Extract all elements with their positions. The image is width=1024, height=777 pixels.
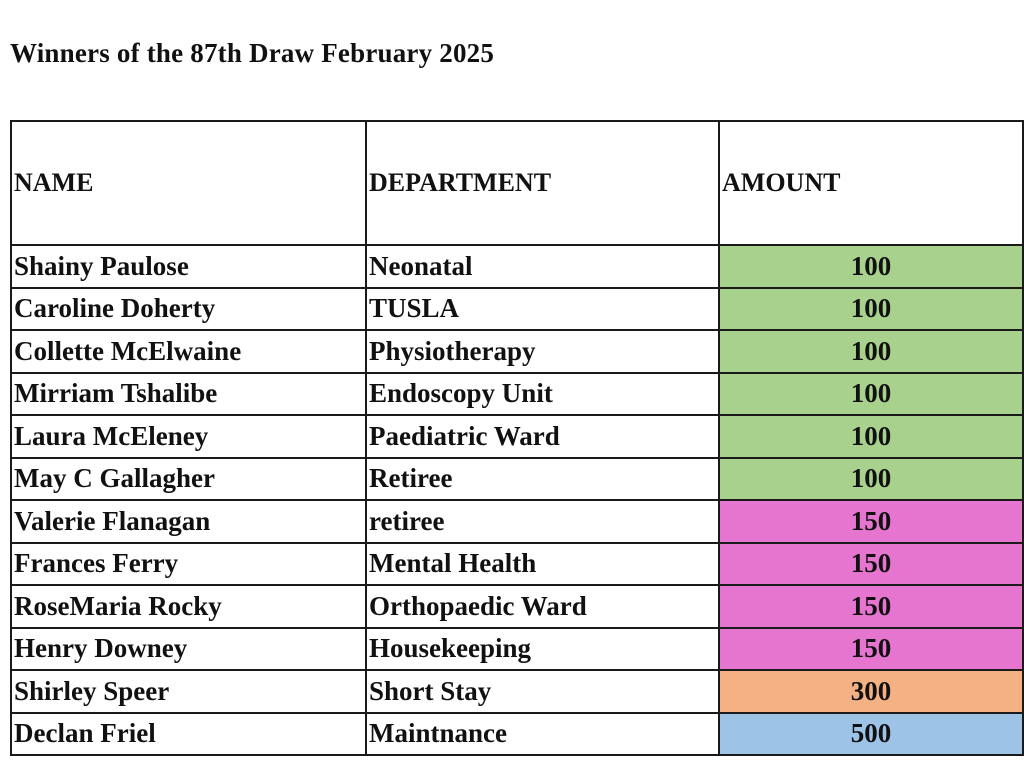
winner-amount: 100 (719, 415, 1023, 458)
table-row (11, 543, 1023, 586)
winner-name: Shirley Speer (11, 670, 366, 713)
table-row (11, 288, 1023, 331)
column-header-name: NAME (11, 121, 366, 245)
winner-amount: 150 (719, 500, 1023, 543)
winner-name: Mirriam Tshalibe (11, 373, 366, 416)
winner-department: Physiotherapy (366, 330, 719, 373)
table-row (11, 628, 1023, 671)
winner-department: Retiree (366, 458, 719, 501)
winner-department: Endoscopy Unit (366, 373, 719, 416)
winner-amount: 100 (719, 288, 1023, 331)
winner-amount: 100 (719, 245, 1023, 288)
winner-department: TUSLA (366, 288, 719, 331)
winner-name: RoseMaria Rocky (11, 585, 366, 628)
table-header-row (11, 121, 1023, 245)
winner-department: Orthopaedic Ward (366, 585, 719, 628)
table-row (11, 500, 1023, 543)
winner-amount: 150 (719, 628, 1023, 671)
winner-name: May C Gallagher (11, 458, 366, 501)
winner-amount: 100 (719, 330, 1023, 373)
winner-department: Paediatric Ward (366, 415, 719, 458)
table-row (11, 245, 1023, 288)
winner-name: Shainy Paulose (11, 245, 366, 288)
winner-name: Henry Downey (11, 628, 366, 671)
winner-amount: 500 (719, 713, 1023, 756)
column-header-amount: AMOUNT (719, 121, 1023, 245)
winner-name: Frances Ferry (11, 543, 366, 586)
winner-department: Neonatal (366, 245, 719, 288)
winner-name: Collette McElwaine (11, 330, 366, 373)
winner-amount: 300 (719, 670, 1023, 713)
table-row (11, 415, 1023, 458)
winner-name: Valerie Flanagan (11, 500, 366, 543)
winner-name: Declan Friel (11, 713, 366, 756)
winner-department: Short Stay (366, 670, 719, 713)
page-title: Winners of the 87th Draw February 2025 (10, 38, 495, 68)
winner-department: Maintnance (366, 713, 719, 756)
table-row (11, 670, 1023, 713)
winner-amount: 100 (719, 373, 1023, 416)
winner-amount: 100 (719, 458, 1023, 501)
winner-department: Mental Health (366, 543, 719, 586)
table-row (11, 330, 1023, 373)
table-row (11, 585, 1023, 628)
winner-department: retiree (366, 500, 719, 543)
column-header-department: DEPARTMENT (366, 121, 719, 245)
table-row (11, 713, 1023, 756)
table-row (11, 458, 1023, 501)
winner-department: Housekeeping (366, 628, 719, 671)
winner-amount: 150 (719, 585, 1023, 628)
winner-name: Caroline Doherty (11, 288, 366, 331)
winner-name: Laura McEleney (11, 415, 366, 458)
winners-table (10, 120, 1024, 756)
table-row (11, 373, 1023, 416)
winner-amount: 150 (719, 543, 1023, 586)
